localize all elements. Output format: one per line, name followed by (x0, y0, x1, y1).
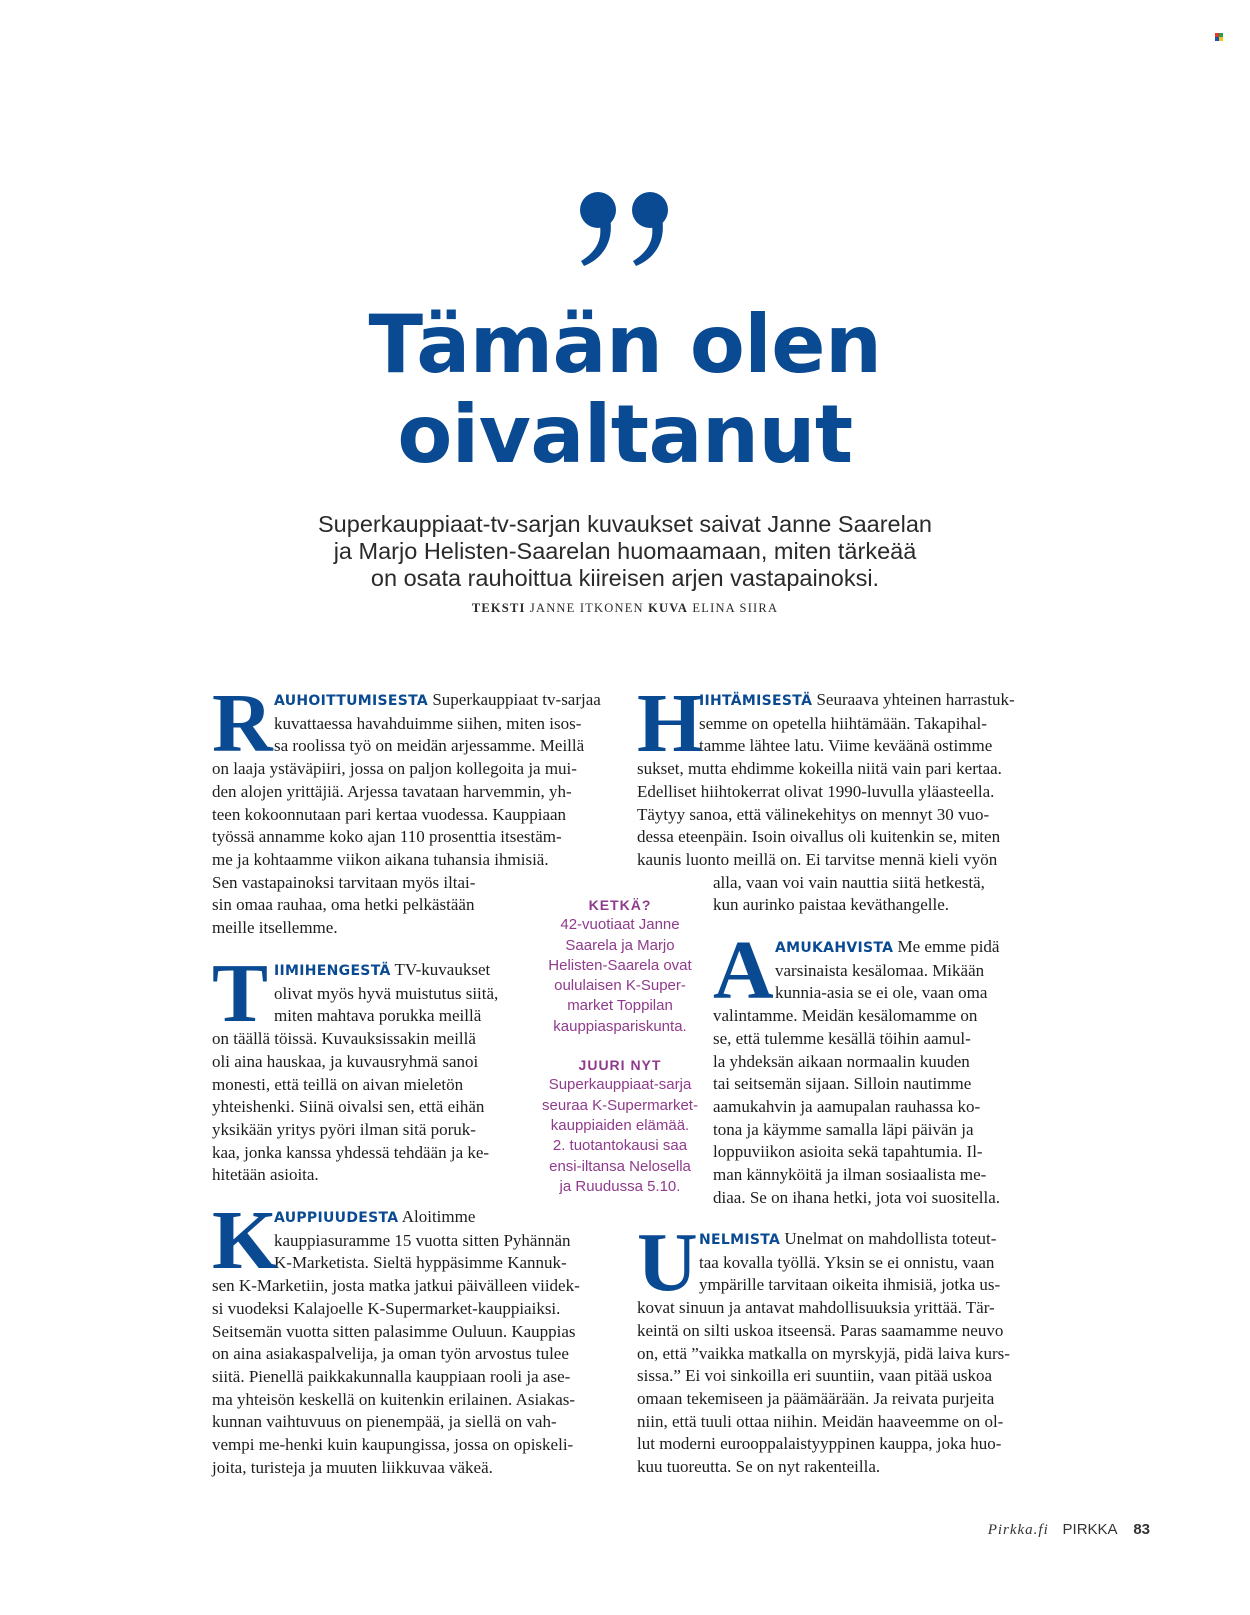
headline-line: Tämän olen (368, 298, 882, 391)
text-line: varsinaista kesälomaa. Mikään (775, 960, 985, 980)
text-line: kun aurinko paistaa keväthangelle. (713, 895, 950, 915)
text-line: sin omaa rauhaa, oma hetki pelkästään (212, 895, 475, 915)
text-line: kunnia-asia se ei ole, vaan oma (775, 983, 988, 1003)
text-line: semme on opetella hiihtämään. Takapihal- (699, 713, 987, 733)
text-author: JANNE ITKONEN (529, 601, 644, 615)
text-line: valintamme. Meidän kesälomamme on (713, 1006, 978, 1026)
drop-cap: A (713, 924, 774, 1017)
byline (0, 601, 1250, 616)
photo-author: ELINA SIIRA (692, 601, 779, 615)
sidebar-line: Helisten-Saarela ovat (548, 956, 692, 974)
text-label: TEKSTI (471, 601, 526, 615)
text-line: kuu tuoreutta. Se on nyt rakenteilla. (637, 1457, 881, 1477)
text-line: Sen vastapainoksi tarvitaan myös iltai- (212, 872, 476, 892)
text-line: loppuviikon asioita sekä tapahtumia. Il- (713, 1142, 983, 1162)
drop-cap: R (212, 677, 273, 770)
text-line: taa kovalla työllä. Yksin se ei onnistu, vaan (699, 1252, 995, 1272)
text-line: tai seitsemän sijaan. Silloin nautimme (713, 1074, 972, 1094)
sidebar-line: market Toppilan (567, 997, 673, 1015)
text-line: yksikään yritys pyöri ilman sitä poruk- (212, 1119, 476, 1139)
sidebar-line: ja Ruudussa 5.10. (559, 1177, 681, 1195)
line-text: TV-kuvaukset (394, 960, 491, 979)
lead-paragraph (250, 511, 1000, 592)
drop-cap: K (212, 1194, 278, 1287)
text-line: den alojen yrittäjiä. Arjessa tavataan harvemmin, yh- (212, 781, 572, 801)
text-line: on täällä töissä. Kuvauksissakin meillä (212, 1029, 476, 1049)
section-keyword: AMUKAHVISTA (775, 940, 894, 956)
section-keyword: IIHTÄMISESTÄ (699, 693, 813, 709)
text-line: hitetään asioita. (212, 1165, 319, 1185)
photo-label: KUVA (648, 601, 689, 615)
magazine-name: PIRKKA (1062, 1521, 1118, 1538)
section-keyword: AUPPIUUDESTA (274, 1210, 399, 1226)
text-line: sen K-Marketiin, josta matka jatkui päivälleen viidek- (212, 1276, 580, 1296)
text-line: lut moderni eurooppalaistyyppinen kauppa, joka huo- (637, 1434, 1002, 1454)
section-keyword: IIMIHENGESTÄ (274, 963, 391, 979)
sidebar-line: kauppiaspariskunta. (553, 1017, 687, 1035)
text-line: tona ja käymme samalla läpi päivän ja (713, 1119, 974, 1139)
text-line: sukset, mutta ehdimme kokeilla niitä vain pari kertaa. (637, 759, 1002, 779)
text-line: meille itsellemme. (212, 918, 338, 938)
text-line: si vuodeksi Kalajoelle K-Supermarket-kauppiaiksi. (212, 1298, 561, 1318)
section-aamukahvista (713, 924, 1033, 1209)
sidebar-line: 2. tuotantokausi saa (552, 1137, 688, 1155)
info-sidebar (520, 895, 720, 1197)
text-line: on, että ”vaikka matkalla on myrskyjä, pidä laiva kurs- (637, 1343, 1010, 1363)
text-line: olivat myös hyvä muistutus siitä, (274, 983, 499, 1003)
text-line: kaa, jonka kanssa yhdessä tehdään ja ke- (212, 1142, 490, 1162)
text-line: Seitsemän vuotta sitten palasimme Ouluun. Kauppias (212, 1321, 576, 1341)
text-line: se, että tulemme kesällä töihin aamul- (713, 1028, 971, 1048)
text-line: K-Marketista. Sieltä hyppäsimme Kannuk- (274, 1253, 567, 1273)
text-line: ma yhteisön keskellä on kuitenkin erilainen. Asiakas- (212, 1389, 576, 1409)
text-line: työssä annamme koko ajan 110 prosenttia itsestäm- (212, 827, 562, 847)
text-line: kovat sinuun ja antavat mahdollisuuksia yrittää. Tär- (637, 1298, 995, 1318)
sidebar-heading: JUURI NYT (578, 1057, 662, 1074)
sidebar-line: oululaisen K-Super- (554, 977, 686, 995)
text-line: omaan tekemiseen ja päämäärään. Ja reivata purjeita (637, 1388, 995, 1408)
sidebar-line: ensi-iltansa Nelosella (549, 1157, 691, 1175)
drop-cap: U (637, 1216, 698, 1309)
sidebar-line: seuraa K-Supermarket- (542, 1096, 698, 1114)
section-keyword: AUHOITTUMISESTA (274, 693, 429, 709)
section-kauppiuudesta (212, 1194, 607, 1479)
text-line: kunnan vaihtuvuus on pienempää, ja siellä on vah- (212, 1412, 557, 1432)
line-text: Me emme pidä (897, 937, 1000, 956)
sidebar-line: kauppiaiden elämää. (550, 1116, 690, 1134)
text-line: siitä. Pienellä paikkakunnalla kauppiaan rooli ja ase- (212, 1366, 571, 1386)
section-unelmista (637, 1216, 1032, 1479)
sidebar-line: 42-vuotiaat Janne (560, 916, 680, 934)
drop-cap: H (637, 677, 703, 770)
text-line: vempi me-henki kuin kaupungissa, jossa on opiskeli- (212, 1435, 574, 1455)
headline (0, 300, 1250, 480)
text-line: ympärille tarvitaan oikeita ihmisiä, jotka us- (699, 1275, 1001, 1295)
text-line: alla, vaan voi vain nauttia siitä hetkestä, (713, 872, 985, 892)
lead-line: on osata rauhoittua kiireisen arjen vastapainoksi. (370, 565, 880, 591)
line-text: Superkauppiaat tv-sarjaa (432, 690, 601, 709)
text-line: oli aina hauskaa, ja kuvausryhmä sanoi (212, 1051, 479, 1071)
text-line: man kännyköitä ja ilman sosiaalista me- (713, 1165, 987, 1185)
line-text: Seuraava yhteinen harrastuk- (816, 690, 1015, 709)
headline-line: oivaltanut (397, 388, 853, 481)
text-line: kaunis luonto meillä on. Ei tarvitse mennä kieli vyön (637, 849, 998, 869)
text-line: joita, turisteja ja muuten liikkuvaa väkeä. (212, 1457, 493, 1477)
text-line: sa roolissa työ on meidän arjessamme. Meillä (274, 736, 585, 756)
text-line: keintä on silti uskoa itseensä. Paras saamamme neuvo (637, 1320, 1004, 1340)
text-line: diaa. Se on ihana hetki, jota voi suositella. (713, 1187, 1001, 1207)
line-text: Aloitimme (401, 1207, 476, 1226)
website-link[interactable]: Pirkka.fi (987, 1522, 1049, 1538)
text-line: me ja kohtaamme viikon aikana tuhansia ihmisiä. (212, 849, 549, 869)
lead-line: ja Marjo Helisten-Saarelan huomaamaan, miten tärkeää (333, 538, 917, 564)
text-line: miten mahtava porukka meillä (274, 1006, 482, 1026)
drop-cap: T (212, 947, 269, 1040)
text-line: la yhdeksän aikaan normaalin kuuden (713, 1051, 970, 1071)
text-line: yhteishenki. Siinä oivalsi sen, että eihän (212, 1097, 485, 1117)
lead-line: Superkauppiaat-tv-sarjan kuvaukset saivat Janne Saarelan (318, 511, 932, 537)
text-line: tamme lähtee latu. Viime keväänä ostimme (699, 736, 993, 756)
page-footer (988, 1521, 1150, 1539)
text-line: on laaja ystäväpiiri, jossa on paljon kollegoita ja mui- (212, 759, 577, 779)
text-line: monesti, että teillä on aivan mieletön (212, 1074, 464, 1094)
text-line: teen kokoonnutaan pari kertaa vuodessa. Kauppiaan (212, 804, 567, 824)
text-line: on aina asiakaspalvelija, ja oman työn arvostus tulee (212, 1344, 569, 1364)
color-corner-mark (1215, 33, 1223, 41)
text-line: Täytyy sanoa, että välinekehitys on mennyt 30 vuo- (637, 804, 990, 824)
text-line: niin, että tuuli ottaa niihin. Meidän haaveemme on ol- (637, 1411, 1004, 1431)
text-line: Edelliset hiihtokerrat olivat 1990-luvulla yläasteella. (637, 781, 995, 801)
text-line: kauppiasuramme 15 vuotta sitten Pyhännän (274, 1230, 571, 1250)
text-line: dessa eteenpäin. Isoin oivallus oli kuitenkin se, miten (637, 827, 1001, 847)
sidebar-line: Saarela ja Marjo (565, 936, 675, 954)
text-line: sissa.” Ei voi sinkoilla eri suuntiin, vaan pitää uskoa (637, 1366, 993, 1386)
text-line: aamukahvin ja aamupalan rauhassa ko- (713, 1096, 981, 1116)
text-line: kuvattaessa havahduimme siihen, miten isos- (274, 713, 582, 733)
sidebar-line: Superkauppiaat-sarja (548, 1076, 692, 1094)
line-text: Unelmat on mahdollista toteut- (784, 1229, 997, 1248)
section-keyword: NELMISTA (699, 1232, 781, 1248)
quotation-mark-icon (578, 188, 688, 268)
section-hiihtamisesta (637, 677, 1032, 917)
page-number: 83 (1133, 1521, 1150, 1538)
sidebar-heading: KETKÄ? (588, 897, 652, 913)
